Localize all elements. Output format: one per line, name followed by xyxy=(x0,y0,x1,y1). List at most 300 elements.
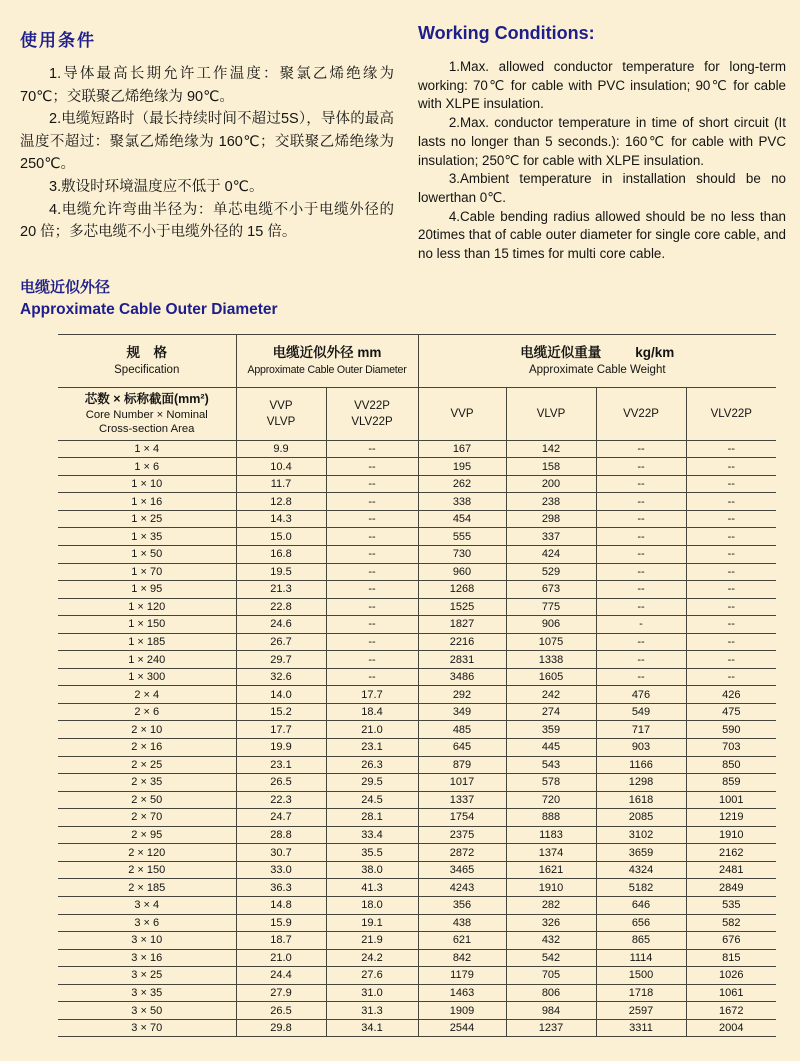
value-cell: 10.4 xyxy=(236,458,326,476)
condition-paragraph-cn: 2.电缆短路时（最长持续时间不超过5S），导体的最高温度不超过：聚氯乙烯绝缘为 160℃；交联聚乙烯绝缘为 250℃。 xyxy=(20,111,394,173)
value-cell: -- xyxy=(596,546,686,564)
value-cell: -- xyxy=(326,581,418,599)
value-cell: 549 xyxy=(596,703,686,721)
spec-cell: 1 × 10 xyxy=(58,475,236,493)
value-cell: 14.8 xyxy=(236,896,326,914)
value-cell: 1237 xyxy=(506,1019,596,1037)
value-cell: 2085 xyxy=(596,809,686,827)
value-cell: 18.4 xyxy=(326,703,418,721)
value-cell: 906 xyxy=(506,616,596,634)
value-cell: 41.3 xyxy=(326,879,418,897)
value-cell: 26.7 xyxy=(236,633,326,651)
value-cell: 865 xyxy=(596,932,686,950)
table-row xyxy=(58,739,776,757)
value-cell: 3311 xyxy=(596,1019,686,1037)
weight-col-vv22p-label: VV22P xyxy=(623,407,659,420)
value-cell: -- xyxy=(326,510,418,528)
spec-cell: 3 × 50 xyxy=(58,1002,236,1020)
spec-cell: 1 × 150 xyxy=(58,616,236,634)
table-row xyxy=(58,844,776,862)
value-cell: -- xyxy=(596,563,686,581)
value-cell: 19.1 xyxy=(326,914,418,932)
value-cell: 1672 xyxy=(686,1002,776,1020)
table-row xyxy=(58,440,776,458)
table-row xyxy=(58,914,776,932)
value-cell: 1268 xyxy=(418,581,506,599)
value-cell: 21.3 xyxy=(236,581,326,599)
weight-col-vlv22p-label: VLV22P xyxy=(710,407,752,420)
value-cell: 26.5 xyxy=(236,774,326,792)
value-cell: 356 xyxy=(418,896,506,914)
value-cell: 33.0 xyxy=(236,861,326,879)
value-cell: 445 xyxy=(506,739,596,757)
value-cell: 3486 xyxy=(418,668,506,686)
value-cell: 859 xyxy=(686,774,776,792)
usage-conditions-paragraphs-cn xyxy=(20,63,394,244)
value-cell: 1179 xyxy=(418,967,506,985)
value-cell: 2004 xyxy=(686,1019,776,1037)
value-cell: 21.9 xyxy=(326,932,418,950)
spec-cell: 2 × 120 xyxy=(58,844,236,862)
spec-sub-cn: 芯数 × 标称截面(mm²) xyxy=(84,391,209,406)
value-cell: 3102 xyxy=(596,826,686,844)
value-cell: 1463 xyxy=(418,984,506,1002)
value-cell: -- xyxy=(326,493,418,511)
value-cell: 33.4 xyxy=(326,826,418,844)
value-cell: 23.1 xyxy=(326,739,418,757)
condition-paragraph-cn: 1.导体最高长期允许工作温度：聚氯乙烯绝缘为70℃；交联聚乙烯绝缘为 90℃。 xyxy=(20,66,394,105)
spec-header-cell xyxy=(58,334,236,387)
diameter-col1-line2: VLVP xyxy=(266,415,296,428)
value-cell: 18.7 xyxy=(236,932,326,950)
table-row xyxy=(58,967,776,985)
spec-cell: 2 × 70 xyxy=(58,809,236,827)
spec-cell: 3 × 25 xyxy=(58,967,236,985)
value-cell: 30.7 xyxy=(236,844,326,862)
value-cell: 338 xyxy=(418,493,506,511)
weight-header-cn xyxy=(419,343,777,363)
spec-cell: 1 × 4 xyxy=(58,440,236,458)
value-cell: -- xyxy=(596,633,686,651)
value-cell: 195 xyxy=(418,458,506,476)
spec-cell: 1 × 6 xyxy=(58,458,236,476)
value-cell: 1017 xyxy=(418,774,506,792)
value-cell: -- xyxy=(326,616,418,634)
value-cell: 282 xyxy=(506,896,596,914)
value-cell: 31.3 xyxy=(326,1002,418,1020)
value-cell: 24.7 xyxy=(236,809,326,827)
value-cell: 3465 xyxy=(418,861,506,879)
value-cell: -- xyxy=(596,528,686,546)
value-cell: -- xyxy=(686,510,776,528)
value-cell: 19.5 xyxy=(236,563,326,581)
value-cell: 34.1 xyxy=(326,1019,418,1037)
value-cell: 1909 xyxy=(418,1002,506,1020)
value-cell: -- xyxy=(596,598,686,616)
diameter-col1-line1: VVP xyxy=(269,399,293,412)
value-cell: 645 xyxy=(418,739,506,757)
weight-header-en: Approximate Cable Weight xyxy=(528,364,666,377)
value-cell: 359 xyxy=(506,721,596,739)
value-cell: 15.2 xyxy=(236,703,326,721)
value-cell: -- xyxy=(686,668,776,686)
spec-cell: 1 × 300 xyxy=(58,668,236,686)
diameter-col-vv22p-vlv22p xyxy=(326,387,418,440)
value-cell: -- xyxy=(686,563,776,581)
spec-sub-en-line2: Cross-section Area xyxy=(99,423,195,436)
value-cell: -- xyxy=(326,546,418,564)
spec-cell: 2 × 6 xyxy=(58,703,236,721)
table-row xyxy=(58,984,776,1002)
spec-cell: 1 × 120 xyxy=(58,598,236,616)
value-cell: 2162 xyxy=(686,844,776,862)
diameter-col2-line1: VV22P xyxy=(354,399,390,412)
value-cell: 529 xyxy=(506,563,596,581)
value-cell: -- xyxy=(326,668,418,686)
usage-conditions-title-cn: 使用条件 xyxy=(20,31,96,50)
value-cell: 1075 xyxy=(506,633,596,651)
value-cell: 555 xyxy=(418,528,506,546)
value-cell: 24.2 xyxy=(326,949,418,967)
value-cell: 11.7 xyxy=(236,475,326,493)
value-cell: 475 xyxy=(686,703,776,721)
value-cell: 806 xyxy=(506,984,596,1002)
value-cell: 238 xyxy=(506,493,596,511)
value-cell: 2375 xyxy=(418,826,506,844)
spec-cell: 1 × 35 xyxy=(58,528,236,546)
value-cell: 4243 xyxy=(418,879,506,897)
condition-paragraph-cn: 4.电缆允许弯曲半径为：单芯电缆不小于电缆外径的 20 倍；多芯电缆不小于电缆外径的 15 倍。 xyxy=(20,201,394,241)
diameter-section-heading xyxy=(0,276,800,319)
value-cell: 2544 xyxy=(418,1019,506,1037)
spec-cell: 1 × 50 xyxy=(58,546,236,564)
value-cell: 158 xyxy=(506,458,596,476)
conditions-section xyxy=(0,0,800,264)
diameter-header-en: Approximate Cable Outer Diameter xyxy=(247,364,407,377)
table-row xyxy=(58,546,776,564)
value-cell: 582 xyxy=(686,914,776,932)
value-cell: 717 xyxy=(596,721,686,739)
working-conditions-title-en: Working Conditions: xyxy=(418,23,595,43)
spec-cell: 2 × 4 xyxy=(58,686,236,704)
value-cell: 242 xyxy=(506,686,596,704)
value-cell: 14.3 xyxy=(236,510,326,528)
value-cell: 1114 xyxy=(596,949,686,967)
value-cell: 1618 xyxy=(596,791,686,809)
value-cell: 142 xyxy=(506,440,596,458)
weight-col-vlvp xyxy=(506,387,596,440)
value-cell: 1061 xyxy=(686,984,776,1002)
value-cell: 1827 xyxy=(418,616,506,634)
table-header xyxy=(58,334,776,440)
spec-cell: 2 × 16 xyxy=(58,739,236,757)
value-cell: 2849 xyxy=(686,879,776,897)
value-cell: 298 xyxy=(506,510,596,528)
value-cell: -- xyxy=(326,563,418,581)
value-cell: 292 xyxy=(418,686,506,704)
value-cell: 31.0 xyxy=(326,984,418,1002)
spec-cell: 1 × 25 xyxy=(58,510,236,528)
value-cell: 337 xyxy=(506,528,596,546)
spec-cell: 3 × 35 xyxy=(58,984,236,1002)
table-row xyxy=(58,1002,776,1020)
table-row xyxy=(58,826,776,844)
weight-col-vvp-label: VVP xyxy=(450,407,474,420)
value-cell: 842 xyxy=(418,949,506,967)
value-cell: 29.5 xyxy=(326,774,418,792)
table-row xyxy=(58,756,776,774)
value-cell: 24.5 xyxy=(326,791,418,809)
spec-cell: 1 × 240 xyxy=(58,651,236,669)
table-row xyxy=(58,949,776,967)
table-row xyxy=(58,563,776,581)
value-cell: 424 xyxy=(506,546,596,564)
value-cell: 27.6 xyxy=(326,967,418,985)
value-cell: 21.0 xyxy=(236,949,326,967)
value-cell: 26.5 xyxy=(236,1002,326,1020)
table-body xyxy=(58,440,776,1037)
spec-cell: 2 × 50 xyxy=(58,791,236,809)
value-cell: 5182 xyxy=(596,879,686,897)
value-cell: 349 xyxy=(418,703,506,721)
value-cell: 775 xyxy=(506,598,596,616)
value-cell: 621 xyxy=(418,932,506,950)
value-cell: 21.0 xyxy=(326,721,418,739)
value-cell: -- xyxy=(596,458,686,476)
condition-paragraph-en: 4.Cable bending radius allowed should be no less than 20times that of cable outer diameter for single core cable, and no less than 15 times for multi core cable. xyxy=(418,208,786,262)
section-title-cn: 电缆近似外径 xyxy=(20,278,111,296)
value-cell: -- xyxy=(596,510,686,528)
value-cell: -- xyxy=(686,440,776,458)
value-cell: 14.0 xyxy=(236,686,326,704)
value-cell: 17.7 xyxy=(326,686,418,704)
value-cell: 28.1 xyxy=(326,809,418,827)
value-cell: 32.6 xyxy=(236,668,326,686)
table-row xyxy=(58,598,776,616)
value-cell: 1001 xyxy=(686,791,776,809)
value-cell: -- xyxy=(596,440,686,458)
table-row xyxy=(58,668,776,686)
table-row xyxy=(58,633,776,651)
value-cell: 485 xyxy=(418,721,506,739)
value-cell: 1754 xyxy=(418,809,506,827)
value-cell: -- xyxy=(686,616,776,634)
spec-cell: 1 × 70 xyxy=(58,563,236,581)
table-row xyxy=(58,721,776,739)
weight-group-header-cell xyxy=(418,334,776,387)
value-cell: 1298 xyxy=(596,774,686,792)
value-cell: -- xyxy=(326,598,418,616)
value-cell: 2597 xyxy=(596,1002,686,1020)
weight-col-vv22p xyxy=(596,387,686,440)
value-cell: 454 xyxy=(418,510,506,528)
table-row xyxy=(58,528,776,546)
value-cell: 35.5 xyxy=(326,844,418,862)
value-cell: 879 xyxy=(418,756,506,774)
condition-paragraph-en: 1.Max. allowed conductor temperature for long-term working: 70℃ for cable with PVC insulation; 90℃ for cable with XLPE insulation. xyxy=(418,59,786,112)
table-row xyxy=(58,703,776,721)
value-cell: 730 xyxy=(418,546,506,564)
value-cell: -- xyxy=(326,528,418,546)
spec-cell: 2 × 35 xyxy=(58,774,236,792)
value-cell: -- xyxy=(326,458,418,476)
value-cell: 29.7 xyxy=(236,651,326,669)
table-row xyxy=(58,861,776,879)
spec-cell: 1 × 16 xyxy=(58,493,236,511)
value-cell: 2831 xyxy=(418,651,506,669)
table-row xyxy=(58,791,776,809)
value-cell: 1219 xyxy=(686,809,776,827)
header-row-columns xyxy=(58,387,776,440)
value-cell: -- xyxy=(596,581,686,599)
value-cell: 426 xyxy=(686,686,776,704)
value-cell: 1166 xyxy=(596,756,686,774)
spec-cell: 1 × 95 xyxy=(58,581,236,599)
value-cell: -- xyxy=(596,475,686,493)
spec-cell: 2 × 25 xyxy=(58,756,236,774)
section-title-en: Approximate Cable Outer Diameter xyxy=(20,300,278,318)
value-cell: -- xyxy=(686,581,776,599)
value-cell: 15.9 xyxy=(236,914,326,932)
spec-cell: 3 × 6 xyxy=(58,914,236,932)
value-cell: 705 xyxy=(506,967,596,985)
table-row xyxy=(58,896,776,914)
value-cell: 27.9 xyxy=(236,984,326,1002)
value-cell: 38.0 xyxy=(326,861,418,879)
table-row xyxy=(58,493,776,511)
value-cell: 676 xyxy=(686,932,776,950)
table-row xyxy=(58,774,776,792)
value-cell: 15.0 xyxy=(236,528,326,546)
value-cell: -- xyxy=(596,668,686,686)
spec-header-cn: 规 格 xyxy=(126,345,167,361)
value-cell: -- xyxy=(596,493,686,511)
value-cell: 26.3 xyxy=(326,756,418,774)
value-cell: 36.3 xyxy=(236,879,326,897)
value-cell: 1337 xyxy=(418,791,506,809)
value-cell: 274 xyxy=(506,703,596,721)
table-row xyxy=(58,932,776,950)
value-cell: 24.4 xyxy=(236,967,326,985)
spec-sub-en-line1: Core Number × Nominal xyxy=(85,408,208,421)
usage-conditions-cn xyxy=(20,14,394,264)
value-cell: -- xyxy=(686,633,776,651)
diameter-group-header-cell xyxy=(236,334,418,387)
value-cell: 578 xyxy=(506,774,596,792)
table-row xyxy=(58,475,776,493)
table-row xyxy=(58,1019,776,1037)
value-cell: 438 xyxy=(418,914,506,932)
value-cell: 19.9 xyxy=(236,739,326,757)
table-row xyxy=(58,616,776,634)
value-cell: 543 xyxy=(506,756,596,774)
value-cell: 1910 xyxy=(686,826,776,844)
value-cell: 28.8 xyxy=(236,826,326,844)
weight-col-vlvp-label: VLVP xyxy=(536,407,566,420)
spec-cell: 2 × 150 xyxy=(58,861,236,879)
spec-cell: 3 × 10 xyxy=(58,932,236,950)
value-cell: 23.1 xyxy=(236,756,326,774)
value-cell: 850 xyxy=(686,756,776,774)
value-cell: 18.0 xyxy=(326,896,418,914)
table-row xyxy=(58,458,776,476)
value-cell: 1026 xyxy=(686,967,776,985)
value-cell: -- xyxy=(686,651,776,669)
value-cell: 167 xyxy=(418,440,506,458)
condition-paragraph-en: 3.Ambient temperature in installation should be no lowerthan 0℃. xyxy=(418,171,786,205)
value-cell: -- xyxy=(686,475,776,493)
spec-cell: 3 × 16 xyxy=(58,949,236,967)
header-row-groups xyxy=(58,334,776,387)
table-row xyxy=(58,510,776,528)
value-cell: 1910 xyxy=(506,879,596,897)
spec-cell: 3 × 4 xyxy=(58,896,236,914)
value-cell: 476 xyxy=(596,686,686,704)
value-cell: 432 xyxy=(506,932,596,950)
table-row xyxy=(58,651,776,669)
value-cell: 22.8 xyxy=(236,598,326,616)
spec-cell: 2 × 10 xyxy=(58,721,236,739)
value-cell: 1605 xyxy=(506,668,596,686)
value-cell: 656 xyxy=(596,914,686,932)
table-row xyxy=(58,581,776,599)
diameter-col2-line2: VLV22P xyxy=(351,415,393,428)
table-row xyxy=(58,879,776,897)
value-cell: 903 xyxy=(596,739,686,757)
value-cell: 262 xyxy=(418,475,506,493)
value-cell: 3659 xyxy=(596,844,686,862)
spec-cell: 2 × 185 xyxy=(58,879,236,897)
value-cell: 200 xyxy=(506,475,596,493)
value-cell: 815 xyxy=(686,949,776,967)
value-cell: -- xyxy=(326,651,418,669)
value-cell: 2481 xyxy=(686,861,776,879)
table-row xyxy=(58,809,776,827)
spec-sub-header-cell xyxy=(58,387,236,440)
value-cell: 1374 xyxy=(506,844,596,862)
value-cell: - xyxy=(596,616,686,634)
value-cell: -- xyxy=(686,546,776,564)
value-cell: 1338 xyxy=(506,651,596,669)
value-cell: 720 xyxy=(506,791,596,809)
value-cell: -- xyxy=(596,651,686,669)
value-cell: -- xyxy=(686,493,776,511)
value-cell: 22.3 xyxy=(236,791,326,809)
spec-cell: 3 × 70 xyxy=(58,1019,236,1037)
value-cell: 2872 xyxy=(418,844,506,862)
value-cell: 673 xyxy=(506,581,596,599)
condition-paragraph-cn: 3.敷设时环境温度应不低于 0℃。 xyxy=(49,178,264,195)
value-cell: 1500 xyxy=(596,967,686,985)
value-cell: 590 xyxy=(686,721,776,739)
value-cell: 24.6 xyxy=(236,616,326,634)
weight-col-vvp xyxy=(418,387,506,440)
value-cell: 646 xyxy=(596,896,686,914)
value-cell: 16.8 xyxy=(236,546,326,564)
table-row xyxy=(58,686,776,704)
condition-paragraph-en: 2.Max. conductor temperature in time of short circuit (It lasts no longer than 5 seconds.): 160℃ for cable with PVC insulation; 250℃ for cable with XLPE insulation. xyxy=(418,115,786,168)
diameter-col-vvp-vlvp xyxy=(236,387,326,440)
spec-cell: 1 × 185 xyxy=(58,633,236,651)
value-cell: 12.8 xyxy=(236,493,326,511)
value-cell: 984 xyxy=(506,1002,596,1020)
value-cell: -- xyxy=(326,440,418,458)
weight-col-vlv22p xyxy=(686,387,776,440)
value-cell: 326 xyxy=(506,914,596,932)
working-conditions-paragraphs-en xyxy=(418,58,786,264)
spec-cell: 2 × 95 xyxy=(58,826,236,844)
value-cell: -- xyxy=(326,633,418,651)
